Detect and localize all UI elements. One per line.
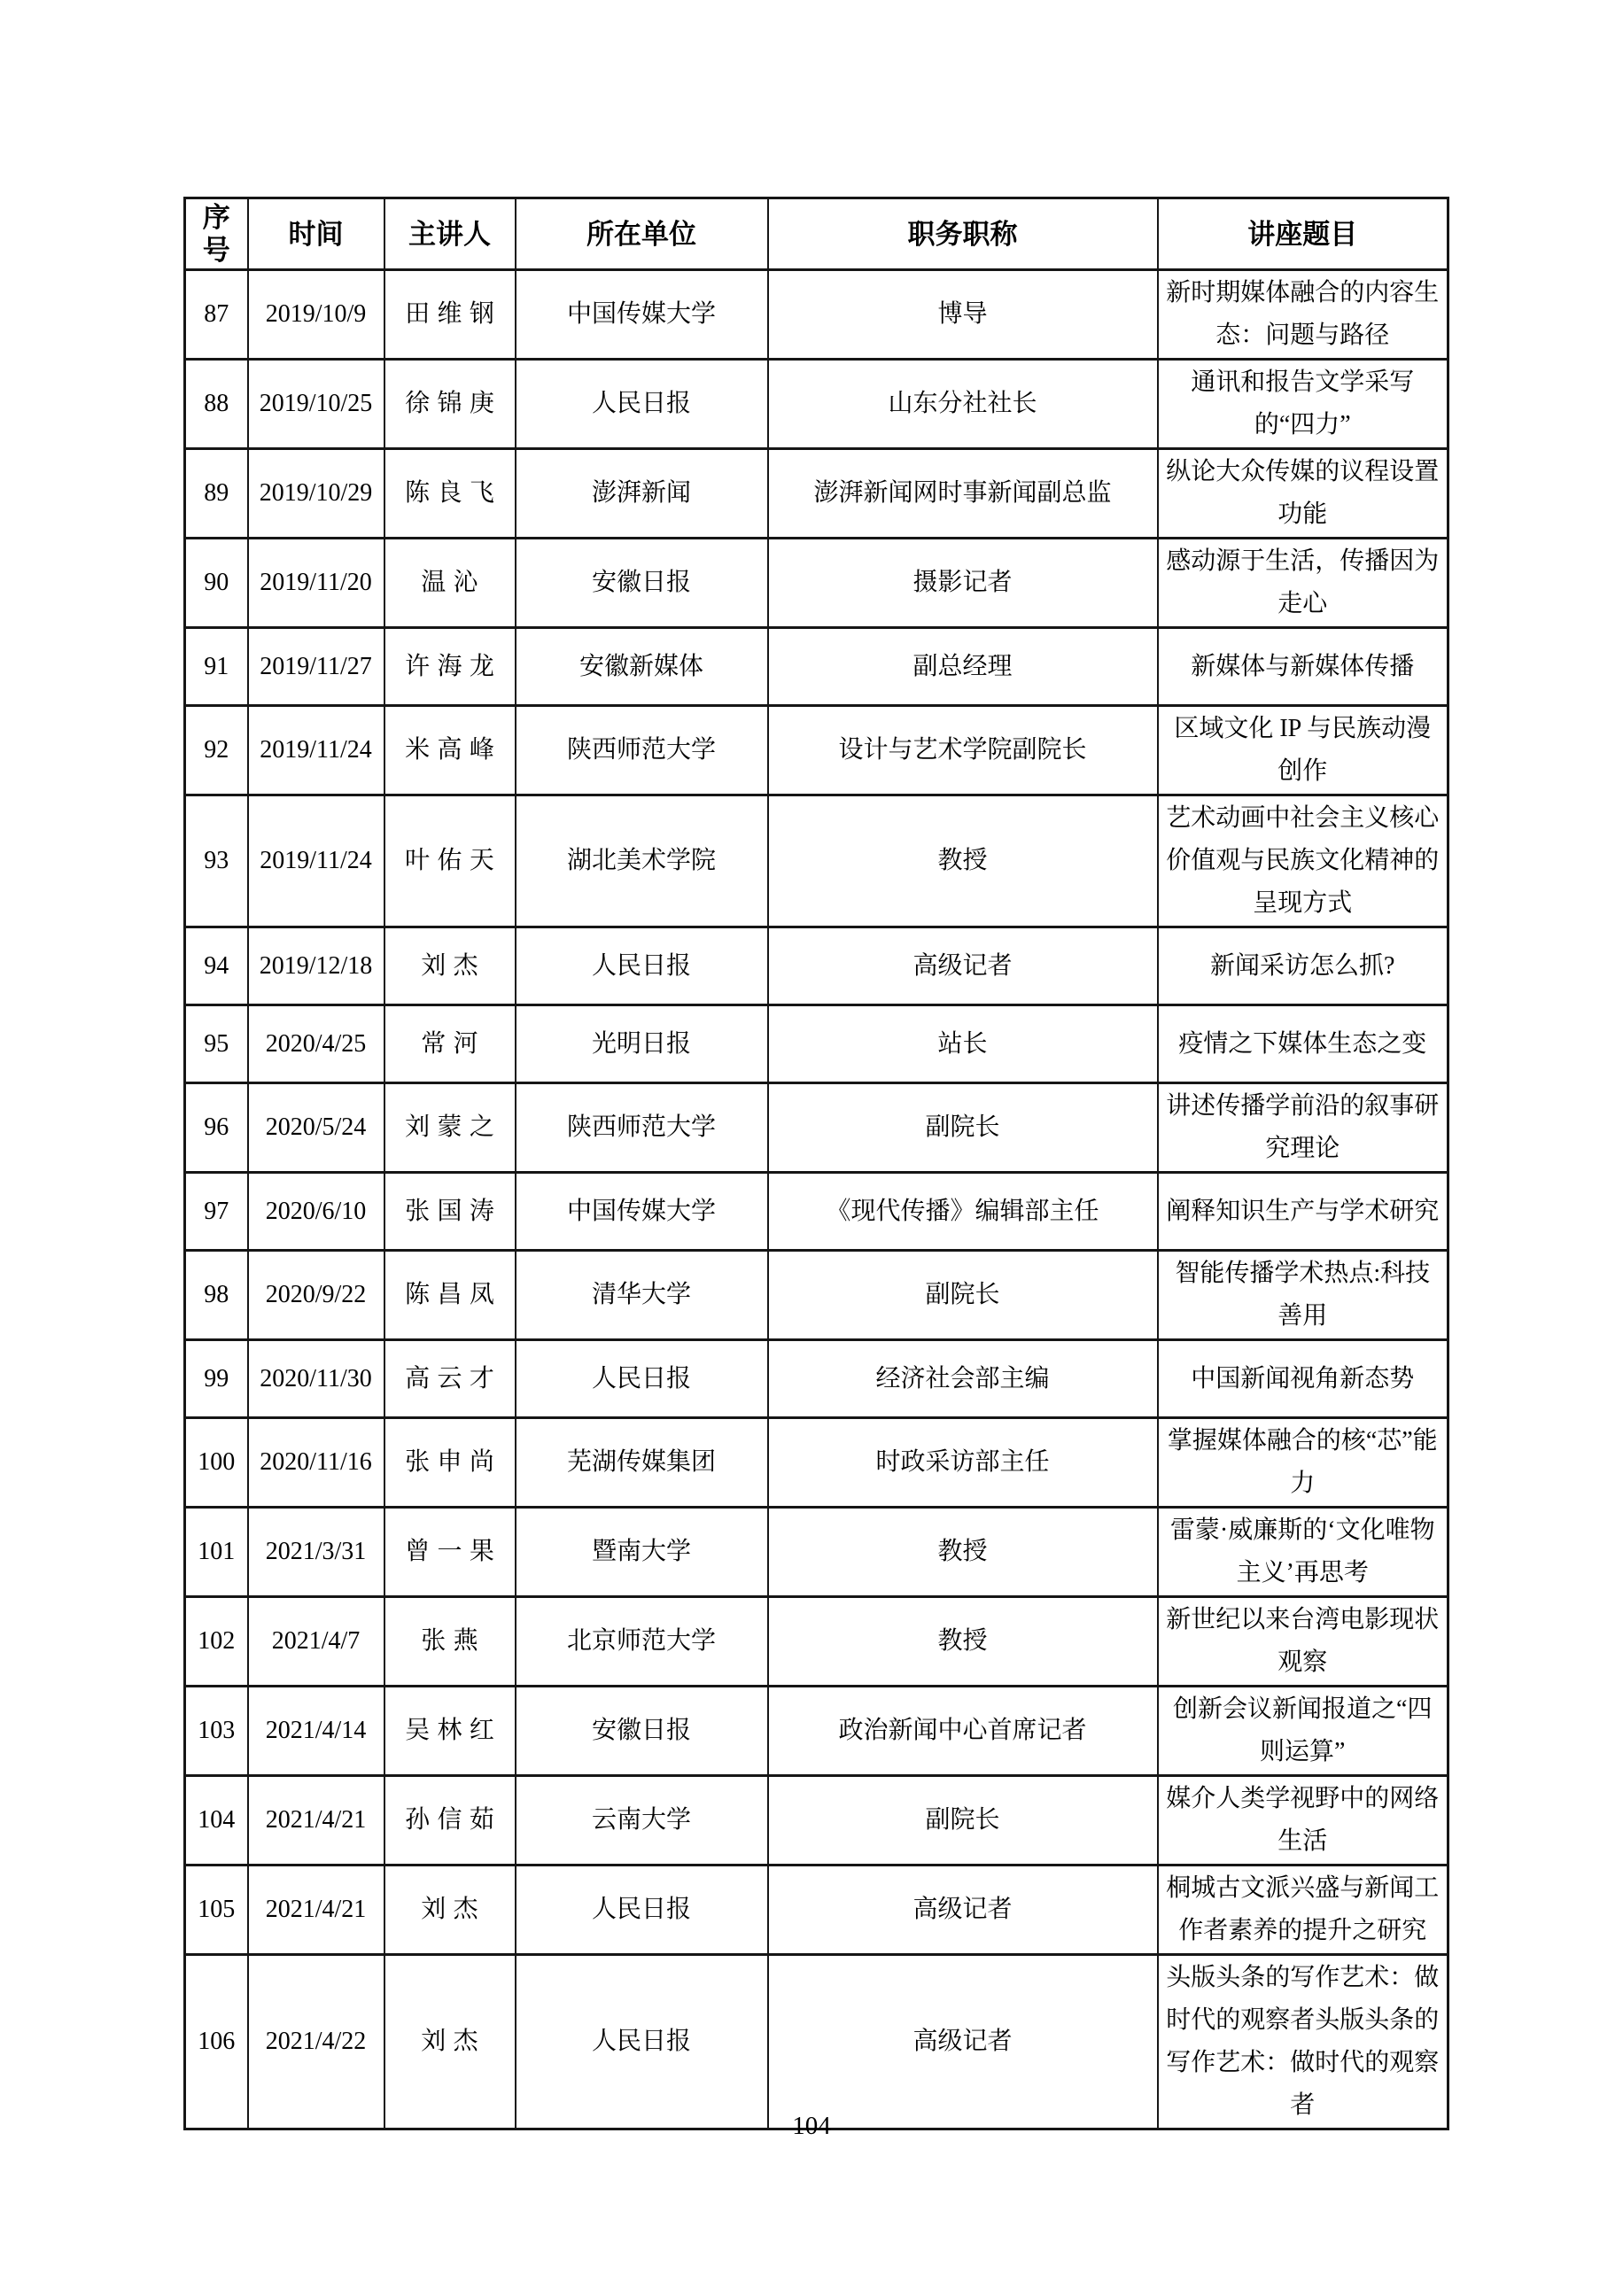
cell-date: 2021/4/21 [248, 1776, 384, 1866]
cell-no: 105 [185, 1866, 248, 1955]
cell-no: 91 [185, 628, 248, 706]
cell-position: 博导 [768, 270, 1158, 360]
table-row [185, 1251, 1448, 1340]
cell-unit: 安徽新媒体 [516, 628, 768, 706]
cell-speaker: 张国涛 [384, 1173, 516, 1251]
cell-position: 澎湃新闻网时事新闻副总监 [768, 449, 1158, 539]
cell-topic: 创新会议新闻报道之“四则运算” [1158, 1687, 1448, 1776]
table-header-row [185, 198, 1448, 270]
cell-position: 副院长 [768, 1251, 1158, 1340]
cell-date: 2019/12/18 [248, 927, 384, 1005]
cell-topic: 新媒体与新媒体传播 [1158, 628, 1448, 706]
table-row [185, 1508, 1448, 1597]
cell-no: 90 [185, 539, 248, 628]
cell-topic: 通讯和报告文学采写的“四力” [1158, 360, 1448, 449]
cell-date: 2020/6/10 [248, 1173, 384, 1251]
cell-topic: 疫情之下媒体生态之变 [1158, 1005, 1448, 1083]
cell-position: 山东分社社长 [768, 360, 1158, 449]
table-row [185, 628, 1448, 706]
table-row [185, 1776, 1448, 1866]
cell-topic: 艺术动画中社会主义核心价值观与民族文化精神的呈现方式 [1158, 795, 1448, 927]
cell-date: 2019/11/24 [248, 795, 384, 927]
cell-no: 88 [185, 360, 248, 449]
cell-speaker: 张燕 [384, 1597, 516, 1687]
cell-date: 2021/3/31 [248, 1508, 384, 1597]
table-row [185, 1005, 1448, 1083]
cell-speaker: 温沁 [384, 539, 516, 628]
cell-unit: 安徽日报 [516, 1687, 768, 1776]
cell-unit: 陕西师范大学 [516, 1083, 768, 1173]
cell-date: 2020/11/30 [248, 1340, 384, 1418]
cell-topic: 桐城古文派兴盛与新闻工作者素养的提升之研究 [1158, 1866, 1448, 1955]
cell-topic: 新闻采访怎么抓? [1158, 927, 1448, 1005]
cell-unit: 北京师范大学 [516, 1597, 768, 1687]
table-row [185, 1866, 1448, 1955]
cell-topic: 新世纪以来台湾电影现状观察 [1158, 1597, 1448, 1687]
table-row [185, 1418, 1448, 1508]
cell-unit: 人民日报 [516, 927, 768, 1005]
column-header-topic: 讲座题目 [1158, 198, 1448, 270]
table-row [185, 795, 1448, 927]
cell-no: 97 [185, 1173, 248, 1251]
cell-unit: 中国传媒大学 [516, 270, 768, 360]
cell-unit: 中国传媒大学 [516, 1173, 768, 1251]
cell-topic: 掌握媒体融合的核“芯”能力 [1158, 1418, 1448, 1508]
cell-unit: 清华大学 [516, 1251, 768, 1340]
cell-no: 87 [185, 270, 248, 360]
column-header-date: 时间 [248, 198, 384, 270]
cell-unit: 安徽日报 [516, 539, 768, 628]
column-header-position: 职务职称 [768, 198, 1158, 270]
cell-unit: 人民日报 [516, 1866, 768, 1955]
cell-unit: 光明日报 [516, 1005, 768, 1083]
cell-unit: 人民日报 [516, 360, 768, 449]
cell-position: 政治新闻中心首席记者 [768, 1687, 1158, 1776]
cell-speaker: 徐锦庚 [384, 360, 516, 449]
cell-unit: 澎湃新闻 [516, 449, 768, 539]
cell-no: 103 [185, 1687, 248, 1776]
cell-position: 经济社会部主编 [768, 1340, 1158, 1418]
cell-speaker: 孙信茹 [384, 1776, 516, 1866]
column-header-unit: 所在单位 [516, 198, 768, 270]
cell-no: 98 [185, 1251, 248, 1340]
table-row [185, 927, 1448, 1005]
cell-speaker: 高云才 [384, 1340, 516, 1418]
cell-position: 副总经理 [768, 628, 1158, 706]
table-row [185, 1687, 1448, 1776]
cell-unit: 芜湖传媒集团 [516, 1418, 768, 1508]
cell-topic: 感动源于生活，传播因为走心 [1158, 539, 1448, 628]
cell-no: 101 [185, 1508, 248, 1597]
table-row [185, 1955, 1448, 2129]
cell-topic: 智能传播学术热点:科技善用 [1158, 1251, 1448, 1340]
cell-topic: 头版头条的写作艺术：做时代的观察者头版头条的写作艺术：做时代的观察者 [1158, 1955, 1448, 2129]
cell-unit: 湖北美术学院 [516, 795, 768, 927]
cell-speaker: 米高峰 [384, 706, 516, 795]
cell-no: 94 [185, 927, 248, 1005]
page-number: 104 [792, 2112, 831, 2140]
cell-date: 2019/10/29 [248, 449, 384, 539]
cell-unit: 暨南大学 [516, 1508, 768, 1597]
cell-unit: 陕西师范大学 [516, 706, 768, 795]
cell-position: 副院长 [768, 1776, 1158, 1866]
cell-position: 高级记者 [768, 1955, 1158, 2129]
cell-speaker: 张申尚 [384, 1418, 516, 1508]
cell-date: 2020/9/22 [248, 1251, 384, 1340]
cell-topic: 讲述传播学前沿的叙事研究理论 [1158, 1083, 1448, 1173]
cell-date: 2021/4/14 [248, 1687, 384, 1776]
cell-no: 99 [185, 1340, 248, 1418]
cell-unit: 人民日报 [516, 1340, 768, 1418]
cell-date: 2019/11/27 [248, 628, 384, 706]
cell-speaker: 曾一果 [384, 1508, 516, 1597]
cell-position: 教授 [768, 1597, 1158, 1687]
cell-speaker: 陈昌凤 [384, 1251, 516, 1340]
cell-unit: 云南大学 [516, 1776, 768, 1866]
cell-date: 2021/4/21 [248, 1866, 384, 1955]
table-row [185, 1173, 1448, 1251]
cell-topic: 阐释知识生产与学术研究 [1158, 1173, 1448, 1251]
column-header-no: 序号 [185, 198, 248, 270]
cell-topic: 纵论大众传媒的议程设置功能 [1158, 449, 1448, 539]
table-row [185, 1597, 1448, 1687]
cell-position: 高级记者 [768, 927, 1158, 1005]
cell-speaker: 叶佑天 [384, 795, 516, 927]
cell-date: 2019/10/9 [248, 270, 384, 360]
cell-speaker: 刘杰 [384, 1866, 516, 1955]
cell-no: 102 [185, 1597, 248, 1687]
cell-date: 2019/11/20 [248, 539, 384, 628]
cell-no: 92 [185, 706, 248, 795]
table-row [185, 539, 1448, 628]
cell-date: 2019/10/25 [248, 360, 384, 449]
cell-topic: 区域文化 IP 与民族动漫创作 [1158, 706, 1448, 795]
cell-speaker: 田维钢 [384, 270, 516, 360]
cell-date: 2020/4/25 [248, 1005, 384, 1083]
table-row [185, 706, 1448, 795]
column-header-speaker: 主讲人 [384, 198, 516, 270]
cell-date: 2020/11/16 [248, 1418, 384, 1508]
cell-position: 教授 [768, 1508, 1158, 1597]
cell-speaker: 刘蒙之 [384, 1083, 516, 1173]
cell-speaker: 陈良飞 [384, 449, 516, 539]
cell-date: 2021/4/22 [248, 1955, 384, 2129]
cell-no: 104 [185, 1776, 248, 1866]
cell-position: 设计与艺术学院副院长 [768, 706, 1158, 795]
cell-date: 2021/4/7 [248, 1597, 384, 1687]
cell-no: 96 [185, 1083, 248, 1173]
cell-topic: 中国新闻视角新态势 [1158, 1340, 1448, 1418]
cell-date: 2019/11/24 [248, 706, 384, 795]
cell-topic: 雷蒙·威廉斯的‘文化唯物主义’再思考 [1158, 1508, 1448, 1597]
cell-no: 89 [185, 449, 248, 539]
table-row [185, 360, 1448, 449]
lecture-table [183, 197, 1449, 2130]
cell-position: 站长 [768, 1005, 1158, 1083]
cell-date: 2020/5/24 [248, 1083, 384, 1173]
cell-position: 高级记者 [768, 1866, 1158, 1955]
cell-speaker: 刘杰 [384, 1955, 516, 2129]
table-row [185, 449, 1448, 539]
cell-topic: 新时期媒体融合的内容生态：问题与路径 [1158, 270, 1448, 360]
cell-speaker: 吴林红 [384, 1687, 516, 1776]
cell-topic: 媒介人类学视野中的网络生活 [1158, 1776, 1448, 1866]
cell-speaker: 刘杰 [384, 927, 516, 1005]
cell-position: 教授 [768, 795, 1158, 927]
cell-position: 《现代传播》编辑部主任 [768, 1173, 1158, 1251]
table-row [185, 1083, 1448, 1173]
cell-position: 摄影记者 [768, 539, 1158, 628]
table-row [185, 270, 1448, 360]
table-row [185, 1340, 1448, 1418]
cell-no: 106 [185, 1955, 248, 2129]
cell-no: 95 [185, 1005, 248, 1083]
cell-position: 副院长 [768, 1083, 1158, 1173]
cell-speaker: 许海龙 [384, 628, 516, 706]
cell-unit: 人民日报 [516, 1955, 768, 2129]
cell-no: 100 [185, 1418, 248, 1508]
cell-no: 93 [185, 795, 248, 927]
cell-position: 时政采访部主任 [768, 1418, 1158, 1508]
cell-speaker: 常河 [384, 1005, 516, 1083]
